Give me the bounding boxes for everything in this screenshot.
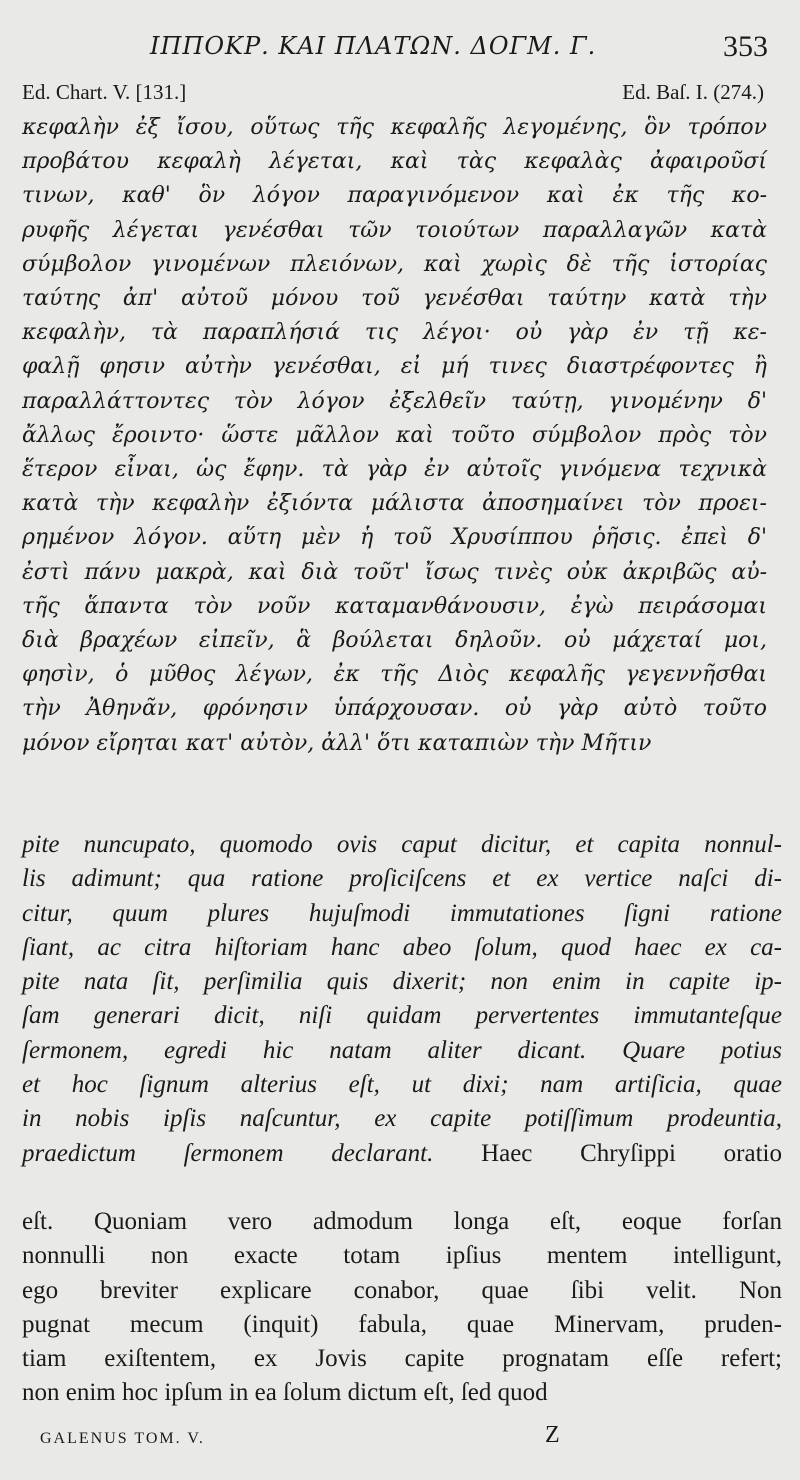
latin-line: nonnulli non exacte totam ipſius mentem intelligunt,: [22, 1242, 782, 1270]
latin-translation-italic: [22, 828, 782, 1171]
greek-line: κεφαλὴν ἐξ ἴσου, οὕτως τῆς κεφαλῆς λεγομένης, ὃν τρόπον: [22, 115, 767, 140]
greek-line: τινων, καθ' ὃν λόγον παραγινόμενον καὶ ἐκ τῆς κο-: [22, 183, 767, 209]
latin-translation-roman: [22, 1205, 782, 1411]
greek-line: φησὶν, ὁ μῦθος λέγων, ἐκ τῆς Διὸς κεφαλῆς γεγεννῆσθαι: [22, 662, 767, 688]
latin-line: ſiant, ac citra hiſtoriam hanc abeo ſolum, quod haec ex ca-: [22, 933, 782, 961]
greek-line: τὴν Ἀθηνᾶν, φρόνησιν ὑπάρχουσαν. οὐ γὰρ αὐτὸ τοῦτο: [22, 696, 767, 722]
greek-line: κεφαλὴν, τὰ παραπλήσιά τις λέγοι· οὐ γὰρ ἐν τῇ κε-: [22, 320, 767, 346]
greek-line: φαλῇ φησιν αὐτὴν γενέσθαι, εἰ μή τινες διαστρέφοντες ἢ: [22, 354, 767, 380]
latin-line: eſt. Quoniam vero admodum longa eſt, eoque forſan: [22, 1208, 782, 1235]
latin-italic-segment: praedictum ſermonem declarant.: [22, 1139, 434, 1167]
greek-line: ρυφῆς λέγεται γενέσθαι τῶν τοιούτων παραλλαγῶν κατὰ: [22, 217, 767, 243]
latin-line: non enim hoc ipſum in ea ſolum dictum eſt, ſed quod: [22, 1379, 548, 1407]
edition-chartier: Ed. Chart. V. [131.]: [22, 80, 187, 104]
page-footer: [0, 1422, 800, 1452]
running-head: [0, 30, 800, 70]
latin-line: pugnat mecum (inquit) fabula, quae Minervam, pruden-: [22, 1310, 782, 1338]
latin-roman-segment: Haec Chryſippi oratio: [433, 1139, 782, 1167]
signature-mark: Z: [545, 1422, 560, 1448]
latin-line: in nobis ipſis naſcuntur, ex capite potiſſimum prodeuntia,: [22, 1105, 782, 1133]
greek-line: μόνον εἴρηται κατ' αὐτὸν, ἀλλ' ὅτι καταπιὼν τὴν Μῆτιν: [22, 730, 652, 756]
signature-line: GALENUS TOM. V.: [40, 1430, 205, 1447]
running-title: ΙΠΠΟΚΡ. ΚΑΙ ΠΛΑΤΩΝ. ΔΟΓΜ. Γ.: [150, 32, 597, 60]
latin-line: lis adimunt; qua ratione proſiciſcens et ex vertice naſci di-: [22, 865, 782, 893]
latin-line: pite nata ſit, perſimilia quis dixerit; non enim in capite ip-: [22, 968, 782, 996]
latin-line: tiam exiſtentem, ex Jovis capite prognatam eſſe refert;: [22, 1345, 782, 1373]
greek-line: ταύτης ἀπ' αὐτοῦ μόνου τοῦ γενέσθαι ταύτην κατὰ τὴν: [22, 286, 767, 312]
greek-text-block: [22, 111, 767, 761]
greek-line: ἄλλως ἔροιντο· ὥστε μᾶλλον καὶ τοῦτο σύμβολον πρὸς τὸν: [22, 422, 767, 448]
greek-line: κατὰ τὴν κεφαλὴν ἐξιόντα μάλιστα ἀποσημαίνει τὸν προει-: [22, 491, 767, 517]
greek-line: ἕτερον εἶναι, ὡς ἔφην. τὰ γὰρ ἐν αὐτοῖς γινόμενα τεχνικὰ: [22, 457, 767, 483]
greek-line: παραλλάττοντες τὸν λόγον ἐξελθεῖν ταύτῃ, γινομένην δ': [22, 388, 767, 414]
latin-line: ſermonem, egredi hic natam aliter dicant. Quare potius: [22, 1036, 782, 1064]
latin-line: pite nuncupato, quomodo ovis caput dicitur, et capita nonnul-: [22, 831, 782, 858]
greek-line: διὰ βραχέων εἰπεῖν, ἃ βούλεται δηλοῦν. οὐ μάχεταί μοι,: [22, 628, 767, 654]
latin-mixed-line: [22, 1137, 782, 1171]
greek-line: τῆς ἅπαντα τὸν νοῦν καταμανθάνουσιν, ἐγὼ πειράσομαι: [22, 593, 767, 619]
latin-line: et hoc ſignum alterius eſt, ut dixi; nam artiſicia, quae: [22, 1071, 782, 1099]
greek-line: σύμβολον γινομένων πλειόνων, καὶ χωρὶς δὲ τῆς ἱστορίας: [22, 251, 767, 277]
greek-line: προβάτου κεφαλὴ λέγεται, καὶ τὰς κεφαλὰς ἀφαιροῦσί: [22, 149, 767, 175]
edition-references: [0, 80, 800, 110]
page-number: 353: [723, 30, 768, 63]
greek-line: ρημένον λόγον. αὕτη μὲν ἡ τοῦ Χρυσίππου ῥῆσις. ἐπεὶ δ': [22, 525, 767, 551]
edition-basel: Ed. Baſ. I. (274.): [622, 80, 764, 104]
latin-line: ſam generari dicit, niſi quidam pervertentes immutanteſque: [22, 1002, 782, 1030]
latin-line: ego breviter explicare conabor, quae ſibi velit. Non: [22, 1276, 782, 1304]
greek-line: ἐστὶ πάνυ μακρὰ, καὶ διὰ τοῦτ' ἴσως τινὲς οὐκ ἀκριβῶς αὐ-: [22, 559, 767, 585]
latin-line: citur, quum plures hujuſmodi immutationes ſigni ratione: [22, 899, 782, 927]
